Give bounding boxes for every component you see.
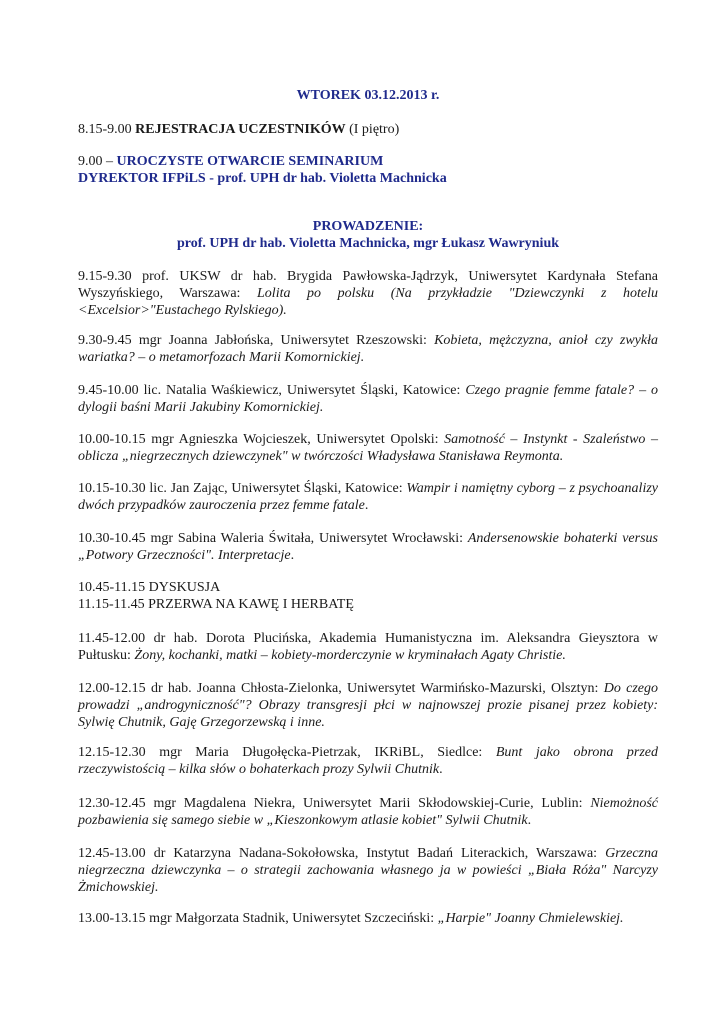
- talk-speaker: mgr Magdalena Niekra, Uniwersytet Marii Skłodowskiej-Curie, Lublin:: [153, 796, 591, 811]
- talk-title: Samotność – Instynkt - Szaleństwo – oblicza „niegrzecznych dziewczynek" w twórczości Władysława Stanisława Reymonta.: [78, 432, 658, 464]
- talk-speaker: prof. UKSW dr hab. Brygida Pawłowska-Jądrzyk, Uniwersytet Kardynała Stefana Wyszyńskiego, Warszawa:: [78, 269, 658, 301]
- talk-speaker: lic. Natalia Waśkiewicz, Uniwersytet Śląski, Katowice:: [143, 383, 466, 398]
- opening-time: 9.00 –: [78, 154, 117, 169]
- talk-item: [78, 910, 658, 927]
- coffee-break-line: 11.15-11.45 PRZERWA NA KAWĘ I HERBATĘ: [78, 597, 354, 612]
- talk-item: [78, 630, 658, 664]
- talk-time: 12.15-12.30: [78, 745, 146, 760]
- talk-title: „Harpie" Joanny Chmielewskiej.: [437, 911, 624, 926]
- talk-item: [78, 268, 658, 319]
- talk-time: 10.30-10.45: [78, 531, 146, 546]
- talk-item: [78, 431, 658, 465]
- talk-title: Wampir i namiętny cyborg – z psychoanalizy dwóch przypadków zauroczenia przez femme fatale: [78, 481, 658, 513]
- talk-title: Bunt jako obrona przed rzeczywistością – kilka słów o bohaterkach prozy Sylwii Chutnik: [78, 745, 659, 777]
- talk-speaker: dr Katarzyna Nadana-Sokołowska, Instytut Badań Literackich, Warszawa:: [153, 846, 606, 861]
- talk-title: Lolita po polsku (Na przykładzie "Dziewczynki z hotelu <Excelsior>"Eustachego Rylskiego).: [78, 286, 658, 318]
- talk-tail: .: [290, 548, 295, 563]
- chairs-heading: PROWADZENIE:: [312, 219, 424, 234]
- talk-time: 9.15-9.30: [78, 269, 132, 284]
- opening-director: DYREKTOR IFPiLS - prof. UPH dr hab. Violetta Machnicka: [78, 171, 447, 186]
- talk-item: [78, 795, 658, 829]
- talk-speaker: mgr Sabina Waleria Świtała, Uniwersytet Wrocławski:: [150, 531, 468, 546]
- talk-title: Kobieta, mężczyzna, anioł czy zwykła wariatka? – o metamorfozach Marii Komornickiej.: [78, 333, 658, 365]
- talk-title: Do czego prowadzi „androgyniczność"? Obrazy transgresji płci w najnowszej prozie pisanej przez kobiety: Sylwię Chutnik, Gaję Grzegorzewską i inne.: [78, 681, 658, 730]
- opening-title: UROCZYSTE OTWARCIE SEMINARIUM: [116, 154, 384, 169]
- talk-speaker: mgr Maria Długołęcka-Pietrzak, IKRiBL, Siedlce:: [159, 745, 496, 760]
- talk-time: 9.45-10.00: [78, 383, 139, 398]
- talk-title: Niemożność pozbawienia się samego siebie w „Kieszonkowym atlasie kobiet" Sylwii Chutnik: [78, 796, 658, 828]
- talk-time: 11.45-12.00: [78, 631, 146, 646]
- talk-speaker: mgr Małgorzata Stadnik, Uniwersytet Szczeciński:: [149, 911, 438, 926]
- talk-tail: .: [439, 762, 443, 777]
- talk-speaker: dr hab. Joanna Chłosta-Zielonka, Uniwersytet Warmińsko-Mazurski, Olsztyn:: [150, 681, 604, 696]
- registration-time: 8.15-9.00: [78, 122, 136, 137]
- talk-time: 12.45-13.00: [78, 846, 146, 861]
- talk-item: [78, 744, 658, 778]
- talk-title: Czego pragnie femme fatale? – o dylogii baśni Marii Jakubiny Komornickiej.: [78, 383, 658, 415]
- talk-title: Grzeczna niegrzeczna dziewczynka – o strategii zachowania własnego ja w powieści „Biała Róża" Narcyzy Żmichowskiej.: [78, 846, 658, 895]
- talk-title: Andersenowskie bohaterki versus „Potwory Grzeczności". Interpretacje: [78, 531, 658, 563]
- talk-tail: .: [364, 498, 369, 513]
- talk-speaker: mgr Agnieszka Wojcieszek, Uniwersytet Opolski:: [151, 432, 445, 447]
- talk-item: [78, 680, 658, 731]
- discussion-line: 10.45-11.15 DYSKUSJA: [78, 580, 221, 595]
- talk-item: [78, 845, 658, 896]
- talk-time: 10.00-10.15: [78, 432, 146, 447]
- opening-line: [78, 153, 658, 170]
- talk-item: [78, 332, 658, 366]
- talk-speaker: dr hab. Dorota Plucińska, Akademia Humanistyczna im. Aleksandra Gieysztora w Pułtusku:: [78, 631, 659, 663]
- talk-item: [78, 530, 658, 564]
- talk-speaker: lic. Jan Zając, Uniwersytet Śląski, Katowice:: [149, 481, 407, 496]
- talk-time: 9.30-9.45: [78, 333, 132, 348]
- talk-item: [78, 480, 658, 514]
- day-heading: WTOREK 03.12.2013 r.: [296, 88, 440, 103]
- talk-time: 12.30-12.45: [78, 796, 146, 811]
- talk-item: [78, 382, 658, 416]
- registration-note: (I piętro): [345, 122, 400, 137]
- registration-title: REJESTRACJA UCZESTNIKÓW: [135, 122, 346, 137]
- talk-time: 10.15-10.30: [78, 481, 146, 496]
- talk-speaker: mgr Joanna Jabłońska, Uniwersytet Rzeszowski:: [138, 333, 435, 348]
- talk-time: 13.00-13.15: [78, 911, 146, 926]
- registration-line: [78, 121, 658, 138]
- chairs-names: prof. UPH dr hab. Violetta Machnicka, mgr Łukasz Wawryniuk: [176, 236, 560, 251]
- talk-tail: .: [527, 813, 532, 828]
- talk-title: Żony, kochanki, matki – kobiety-morderczynie w kryminałach Agaty Christie.: [134, 648, 566, 663]
- talk-time: 12.00-12.15: [78, 681, 146, 696]
